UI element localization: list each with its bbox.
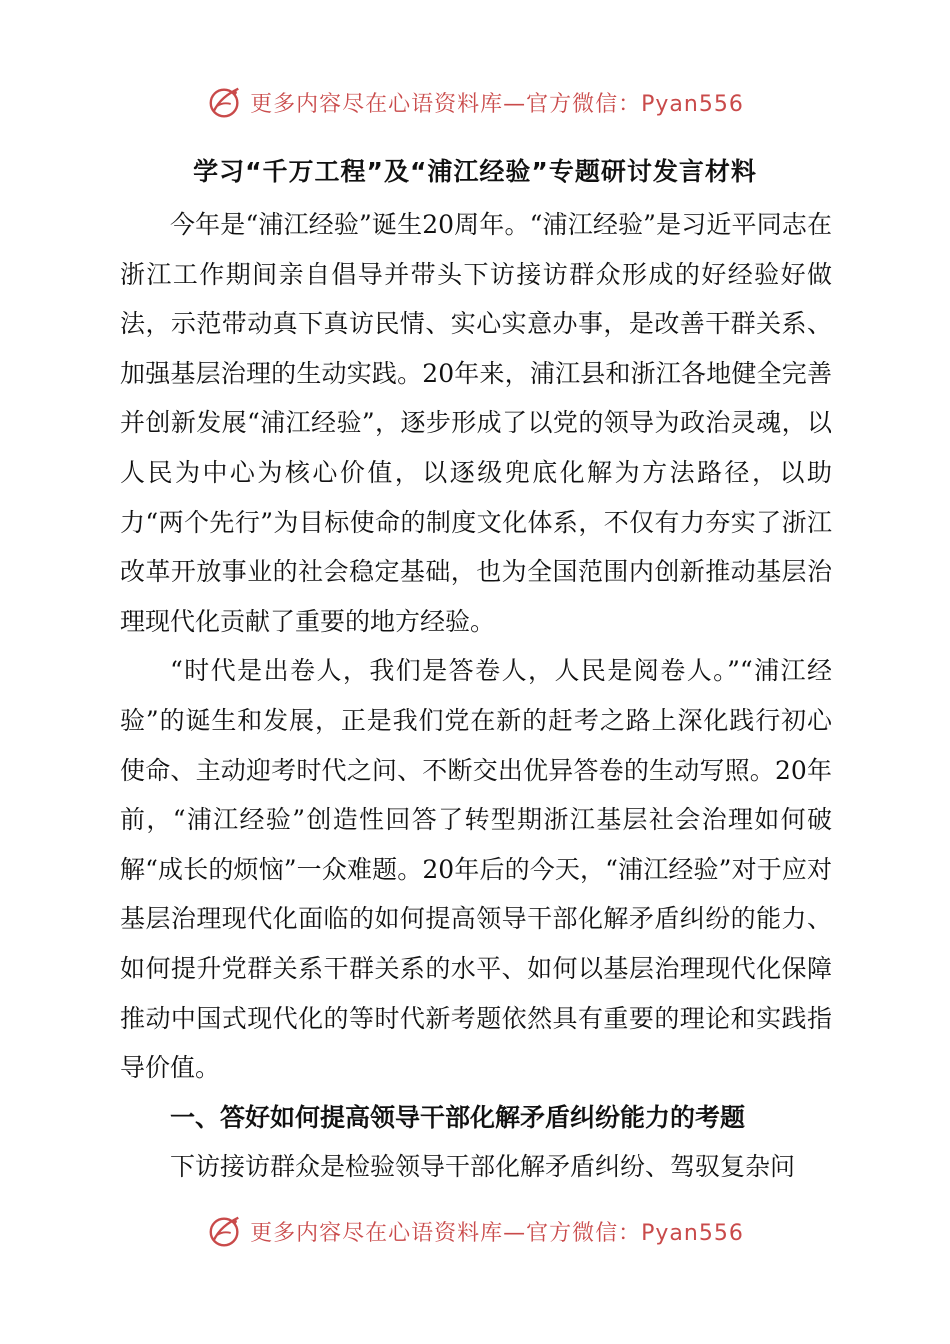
watermark-banner-bottom	[0, 1211, 950, 1251]
watermark-text: 更多内容尽在心语资料库—官方微信：Pyan556	[250, 1220, 744, 1246]
section-heading-1: 一、答好如何提高领导干部化解矛盾纠纷能力的考题	[170, 1102, 746, 1132]
logo-icon	[206, 83, 244, 121]
document-title: 学习“千万工程”及“浦江经验”专题研讨发言材料	[193, 157, 757, 186]
paragraph-2: “时代是出卷人，我们是答卷人，人民是阅卷人。”“浦江经验”的诞生和发展，正是我们党在新的赶考之路上深化践行初心使命、主动迎考时代之问、不断交出优异答卷的生动写照。20年前，“浦江经验”创造性回答了转型期浙江基层社会治理如何破解“成长的烦恼”一众难题。20年后的今天，“浦江经验”对于应对基层治理现代化面临的如何提高领导干部化解矛盾纠纷的能力、如何提升党群关系干群关系的水平、如何以基层治理现代化保障推动中国式现代化的等时代新考题依然具有重要的理论和实践指导价值。	[120, 656, 832, 1083]
paragraph-1: 今年是“浦江经验”诞生20周年。“浦江经验”是习近平同志在浙江工作期间亲自倡导并带头下访接访群众形成的好经验好做法，示范带动真下真访民情、实心实意办事，是改善干群关系、加强基层治理的生动实践。20年来，浦江县和浙江各地健全完善并创新发展“浦江经验”，逐步形成了以党的领导为政治灵魂，以人民为中心为核心价值，以逐级兜底化解为方法路径，以助力“两个先行”为目标使命的制度文化体系，不仅有力夯实了浙江改革开放事业的社会稳定基础，也为全国范围内创新推动基层治理现代化贡献了重要的地方经验。	[120, 210, 832, 636]
watermark-banner-top	[0, 82, 950, 122]
watermark-text: 更多内容尽在心语资料库—官方微信：Pyan556	[250, 91, 744, 117]
document-body	[120, 200, 832, 1192]
logo-icon	[206, 1212, 244, 1250]
paragraph-3: 下访接访群众是检验领导干部化解矛盾纠纷、驾驭复杂问	[170, 1152, 796, 1182]
